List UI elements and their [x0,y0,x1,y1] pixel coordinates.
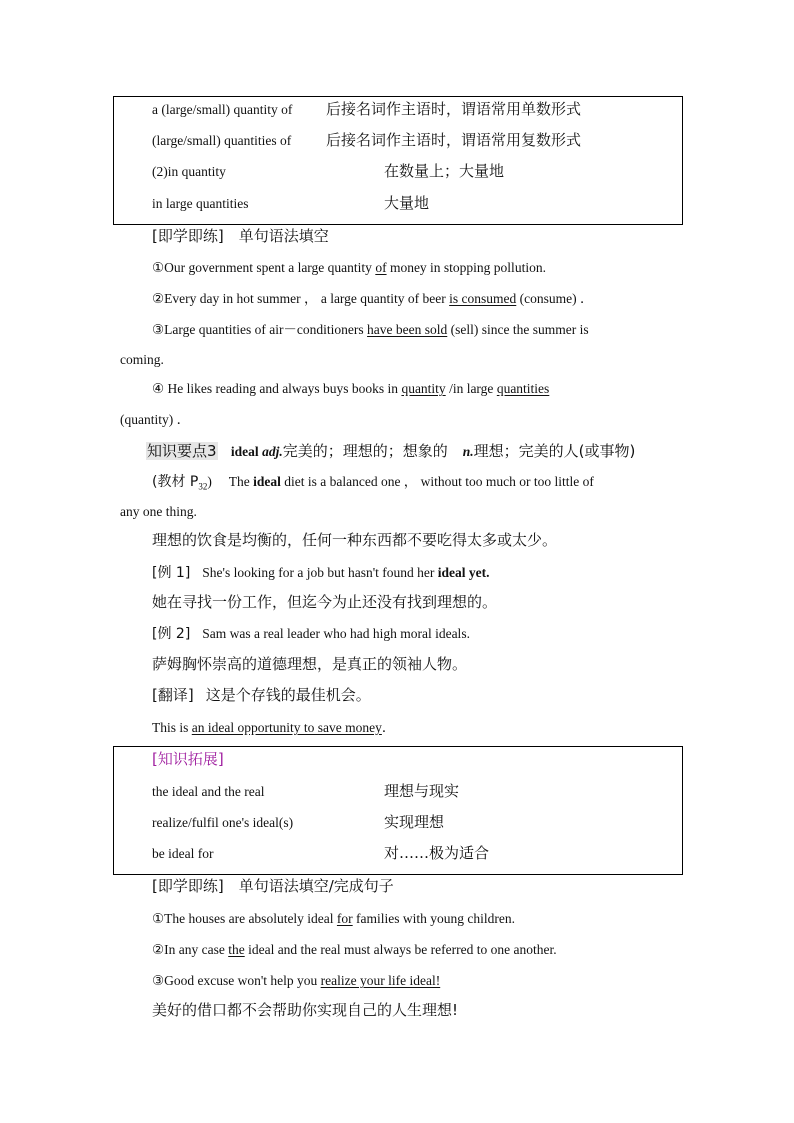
point3-def-n: 理想；完美的人(或事物) [473,442,636,460]
practice2-sentence-3-zh: 美好的借口都不会帮助你实现自己的人生理想! [152,1001,459,1019]
translate-zh: 这是个存钱的最佳机会。 [205,686,371,704]
s3-text-pre: ③Large quantities of air－conditioners [152,322,368,337]
box1-row3-en: (2)in quantity [152,164,226,179]
point3-word: ideal [230,444,259,459]
practice1-sentence-4-cont: (quantity) ． [120,412,191,427]
example-2-en [152,625,470,643]
example-1-bold: ideal yet. [437,565,490,580]
s4-answer-2: quantities [496,381,550,396]
practice1-sentence-4 [152,380,549,398]
example-2-text: Sam was a real leader who had high moral ideals. [202,626,470,641]
p2-s3-pre: ③Good excuse won't help you [152,973,321,988]
example-2-label: [例 2] [152,626,191,642]
practice2-sentence-1 [152,910,515,928]
box2-title: [知识拓展] [152,750,224,768]
example-1-zh: 她在寻找一份工作，但迄今为止还没有找到理想的。 [152,593,498,611]
box1-row4-zh: 大量地 [384,194,430,212]
s4-text-pre: ④ He likes reading and always buys books in [152,381,402,396]
practice1-sentence-2 [152,290,594,308]
p2-s2-answer: the [228,942,245,957]
translate-task [152,686,371,704]
s4-answer-1: quantity [401,381,446,396]
point3-heading [146,442,635,461]
box2-row2-zh: 实现理想 [384,813,445,831]
s2-text-pre: ②Every day in hot summer ， a large quantity of beer [152,291,450,306]
source-page: 32 [198,481,208,492]
practice1-sentence-3 [152,321,589,339]
box2-row1-en: the ideal and the real [152,784,265,799]
box2-row2-en: realize/fulfil one's ideal(s) [152,815,294,830]
p2-s3-answer: realize your life ideal! [320,973,441,988]
box1-row2-zh: 后接名词作主语时，谓语常用复数形式 [326,131,582,149]
s3-text-post: (sell) since the summer is [447,322,589,337]
box1-row3-zh: 在数量上；大量地 [384,162,505,180]
source-label: (教材 P [152,474,199,490]
example-2-zh: 萨姆胸怀崇高的道德理想，是真正的领袖人物。 [152,655,468,673]
p2-s2-post: ideal and the real must always be referred to one another. [244,942,557,957]
s2-text-post: (consume) ． [516,291,594,306]
translate-post: ． [381,720,396,735]
box1-row4-en: in large quantities [152,196,249,211]
p2-s1-answer: for [336,911,353,926]
practice1-sentence-3-cont: coming. [120,352,164,367]
point3-def-adj: 完美的；理想的；想象的 [282,442,463,460]
point3-source-cont: any one thing. [120,504,197,519]
point3-pos-adj: adj. [262,444,283,459]
s1-text-pre: ①Our government spent a large quantity [152,260,376,275]
translate-label: [翻译] [152,686,194,704]
practice2-title: [即学即练] 单句语法填空/完成句子 [152,877,394,895]
practice2-sentence-2 [152,941,557,959]
s3-answer: have been sold [367,322,448,337]
example-1-en [152,564,490,582]
translate-pre: This is [152,720,192,735]
practice1-title: [即学即练] 单句语法填空 [152,227,329,245]
point3-tag: 知识要点3 [147,442,217,460]
box1-row2-en: (large/small) quantities of [152,133,292,148]
s1-text-post: money in stopping pollution. [386,260,546,275]
practice2-sentence-3 [152,972,440,990]
point3-source-sentence [152,473,594,496]
source-text-rest: diet is a balanced one ， without too much or too little of [280,474,594,489]
p2-s1-pre: ①The houses are absolutely ideal [152,911,337,926]
box2-row3-en: be ideal for [152,846,214,861]
box2-row3-zh: 对……极为适合 [384,844,490,862]
point3-pos-n: n. [462,444,474,459]
p2-s1-post: families with young children. [352,911,516,926]
s4-text-mid: /in large [445,381,497,396]
translate-answer: an ideal opportunity to save money [191,720,382,735]
s1-answer: of [375,260,387,275]
example-1-text: She's looking for a job but hasn't found her [202,565,438,580]
box2-row1-zh: 理想与现实 [384,782,460,800]
p2-s2-pre: ②In any case [152,942,229,957]
source-keyword: ideal [253,474,281,489]
point3-source-translation: 理想的饮食是均衡的，任何一种东西都不要吃得太多或太少。 [152,531,558,549]
translate-answer-line [152,719,395,737]
box1-row1-en: a (large/small) quantity of [152,102,293,117]
practice1-sentence-1 [152,259,546,277]
source-text-pre: ) The [207,474,254,489]
s2-answer: is consumed [449,291,517,306]
box1-row1-zh: 后接名词作主语时，谓语常用单数形式 [326,100,582,118]
example-1-label: [例 1] [152,565,191,581]
